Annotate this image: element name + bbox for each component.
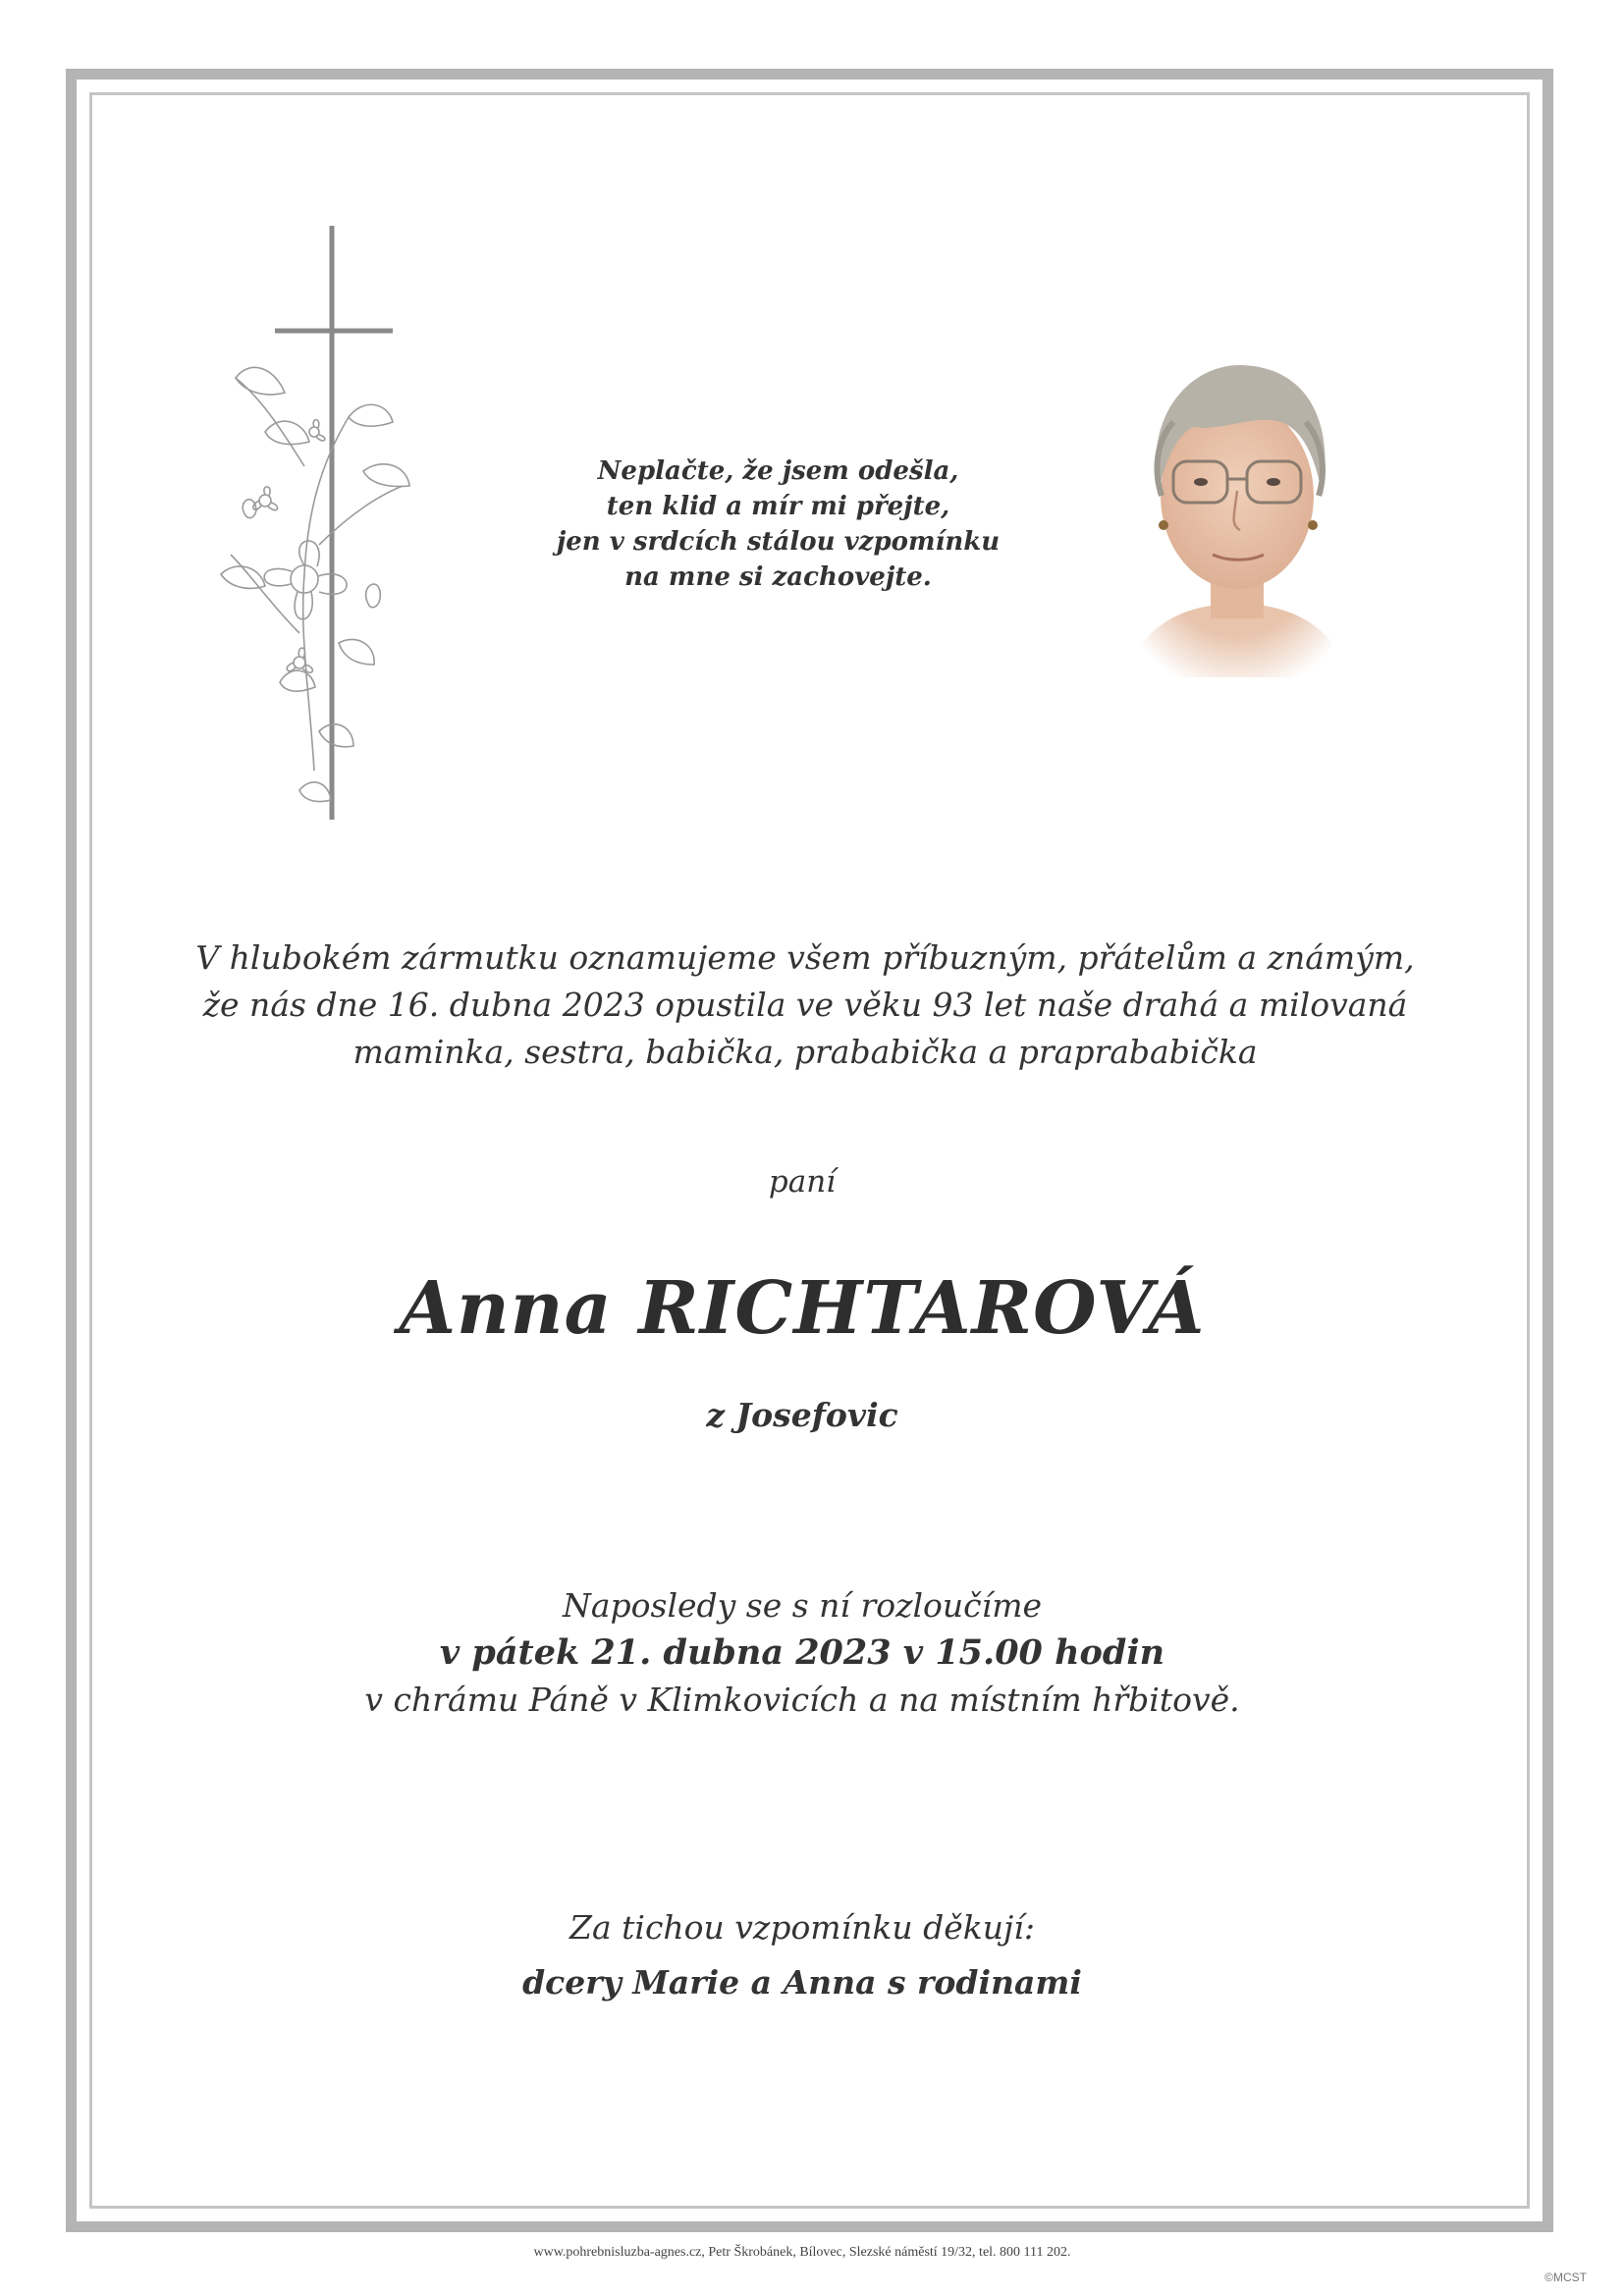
farewell-intro: Naposledy se s ní rozloučíme (562, 1586, 1043, 1625)
cross-with-flowers-icon (191, 221, 447, 849)
deceased-name: Anna RICHTAROVÁ (399, 1266, 1206, 1351)
deceased-origin: z Josefovic (706, 1396, 898, 1434)
thanks-intro: Za tichou vzpomínku děkují: (569, 1908, 1035, 1947)
portrait-photo (1105, 324, 1370, 697)
farewell-details (0, 1582, 1604, 1724)
verse-line: na mne si zachovejte. (624, 562, 932, 592)
announcement-line: maminka, sestra, babička, prababička a praprababička (352, 1033, 1258, 1071)
farewell-location: v chrámu Páně v Klimkovicích a na místním hřbitově. (364, 1681, 1240, 1719)
funeral-service-footer: www.pohrebnisluzba-agnes.cz, Petr Škrobánek, Bílovec, Slezské náměstí 19/32, tel. 800 111 202. (533, 2245, 1071, 2260)
verse-line: ten klid a mír mi přejte, (606, 492, 950, 521)
memorial-verse (520, 454, 1036, 595)
verse-line: Neplačte, že jsem odešla, (597, 456, 959, 486)
mourners: dcery Marie a Anna s rodinami (522, 1963, 1082, 2002)
announcement-line: že nás dne 16. dubna 2023 opustila ve věku 93 let naše drahá a milovaná (202, 986, 1408, 1024)
thanks-section (0, 1900, 1604, 2010)
verse-line: jen v srdcích stálou vzpomínku (556, 527, 1001, 557)
copyright-credit: ©MCST (1544, 2270, 1587, 2284)
honorific-title: paní (768, 1164, 837, 1200)
farewell-date-time: v pátek 21. dubna 2023 v 15.00 hodin (439, 1632, 1165, 1673)
announcement-line: V hlubokém zármutku oznamujeme všem příbuzným, přátelům a známým, (195, 938, 1415, 977)
announcement-text (128, 934, 1483, 1076)
